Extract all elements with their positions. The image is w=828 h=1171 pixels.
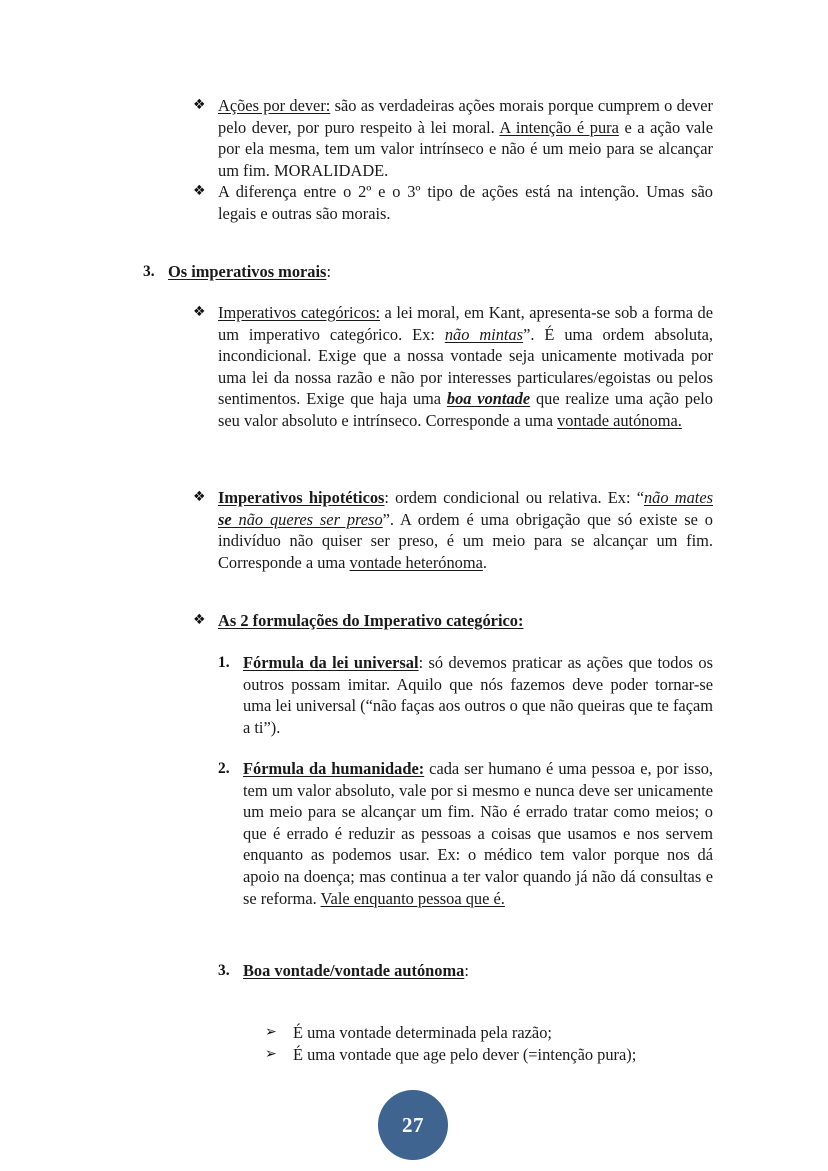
section-heading-label: Os imperativos morais xyxy=(168,262,327,281)
hipoteticos-text-1: : ordem condicional ou relativa. Ex: “ xyxy=(384,488,644,507)
arrow-bullet-icon: ➢ xyxy=(265,1045,277,1062)
page-number-badge xyxy=(378,1090,448,1160)
diamond-bullet-icon: ❖ xyxy=(193,183,206,199)
arrow-bullet-icon: ➢ xyxy=(265,1024,277,1040)
section-heading-colon: : xyxy=(326,262,331,281)
diamond-bullet-icon: ❖ xyxy=(193,612,206,628)
item-number-3: 3. xyxy=(218,962,230,979)
section-heading-text xyxy=(168,261,703,283)
list-item xyxy=(265,1044,715,1066)
heading-formulacoes-label: As 2 formulações do Imperativo categórico: xyxy=(218,611,524,630)
list-item xyxy=(265,1022,715,1044)
lead-imperativos-categoricos: Imperativos categóricos: xyxy=(218,303,381,322)
sub-item-text-1: É uma vontade determinada pela razão; xyxy=(293,1023,552,1042)
lead-formula-lei-universal: Fórmula da lei universal xyxy=(243,653,419,672)
page-number-label: 27 xyxy=(402,1112,424,1137)
acoes-text-3: e a ação vale por ela mesma, tem um valor intrínseco e não é um meio para se alcançar um fim. MORALIDADE. xyxy=(218,117,713,180)
lead-formula-humanidade: Fórmula da humanidade: xyxy=(243,759,425,778)
lead-acoes-por-dever: Ações por dever: xyxy=(218,96,331,115)
heading-formulacoes xyxy=(193,610,713,632)
item-number-2: 2. xyxy=(218,760,230,777)
section-number: 3. xyxy=(143,263,155,280)
item-number-1: 1. xyxy=(218,654,230,671)
hipoteticos-italic-2: não mates xyxy=(643,488,713,507)
bullet-imperativos-hipoteticos xyxy=(193,487,713,573)
boa-vontade-colon: : xyxy=(464,961,469,980)
lead-imperativos-hipoteticos: Imperativos hipotéticos xyxy=(218,488,385,507)
categoricos-text-3: ”. É uma ordem absoluta, incondicional. Exige que a nossa vontade seja unicamente motivada por uma lei da nossa razão e não por interesses particulares/egoistas ou pelos sentimentos. Exige que haja uma xyxy=(218,324,714,409)
humanidade-vale-enquanto-pessoa: Vale enquanto pessoa que é. xyxy=(320,888,505,908)
categoricos-vontade-autonoma: vontade autónoma. xyxy=(557,410,682,430)
sub-item-text-2: É uma vontade que age pelo dever (=intenção pura); xyxy=(293,1044,637,1064)
item-formula-humanidade xyxy=(218,758,713,909)
humanidade-text-1: cada ser humano é uma pessoa e, por isso, tem um valor absoluto, vale por si mesmo e nunca deve ser unicamente um meio para se alcançar um fim. Não é errado tratar como meios; o que é errado é reduzir as pessoas a coisas que usamos e nos servem enquanto as podemos usar. Ex: o médico tem valor porque nos dá apoio na doença; mas continua a ter valor quando já não dá consultas e se reforma. xyxy=(243,759,713,908)
categoricos-text-1: a lei moral, em Kant, apresenta-se sob a forma de um imperativo categórico. Ex: xyxy=(218,303,713,344)
boa-vontade-text xyxy=(243,960,713,982)
formula-humanidade-text xyxy=(243,758,713,909)
hipoteticos-text-5: ”. A ordem é uma obrigação que só existe se o indivíduo não quiser ser preso, é um meio para se alcançar um fim. Corresponde a uma xyxy=(218,509,713,572)
acoes-text-1: são as verdadeiras ações morais porque cumprem o dever pelo dever, por puro respeito à lei moral. xyxy=(218,96,713,137)
diamond-bullet-icon: ❖ xyxy=(193,97,206,113)
categoricos-text-5: que realize uma ação pelo seu valor absoluto e intrínseco. Corresponde a uma xyxy=(218,389,713,430)
section-heading-imperativos-morais xyxy=(143,261,703,283)
bullet-imperativos-categoricos xyxy=(193,302,713,432)
heading-formulacoes-text xyxy=(218,610,713,632)
formula-lei-universal-body: : só devemos praticar as ações que todos os outros possam imitar. Aquilo que nós fazemos deve poder tornar-se uma lei universal (“não faças aos outros o que não queiras que te façam a ti”). xyxy=(243,653,713,737)
categoricos-boa-vontade: boa vontade xyxy=(446,389,531,409)
bullet-diferenca-text: A diferença entre o 2º e o 3º tipo de ações está na intenção. Umas são legais e outras são morais. xyxy=(218,182,713,223)
hipoteticos-vontade-heteronoma: vontade heterónoma xyxy=(349,552,483,572)
bullet-diferenca xyxy=(193,181,713,224)
diamond-bullet-icon: ❖ xyxy=(193,304,206,320)
sub-list-boa-vontade xyxy=(265,1022,715,1065)
bullet-acoes-por-dever xyxy=(193,95,713,181)
hipoteticos-italic-4: não queres ser preso xyxy=(231,509,383,529)
categoricos-italic-2: não mintas xyxy=(444,324,524,344)
item-boa-vontade xyxy=(218,960,713,982)
diamond-bullet-icon: ❖ xyxy=(193,489,206,505)
hipoteticos-text-7: . xyxy=(482,552,488,572)
bullet-acoes-por-dever-text xyxy=(218,95,713,181)
item-formula-lei-universal xyxy=(218,652,713,738)
hipoteticos-se: se xyxy=(218,509,232,529)
acoes-underlined-2: A intenção é pura xyxy=(499,117,619,137)
imperativos-hipoteticos-text xyxy=(218,487,713,573)
lead-boa-vontade: Boa vontade/vontade autónoma xyxy=(243,961,465,980)
formula-lei-universal-text xyxy=(243,652,713,738)
imperativos-categoricos-text xyxy=(218,302,713,432)
